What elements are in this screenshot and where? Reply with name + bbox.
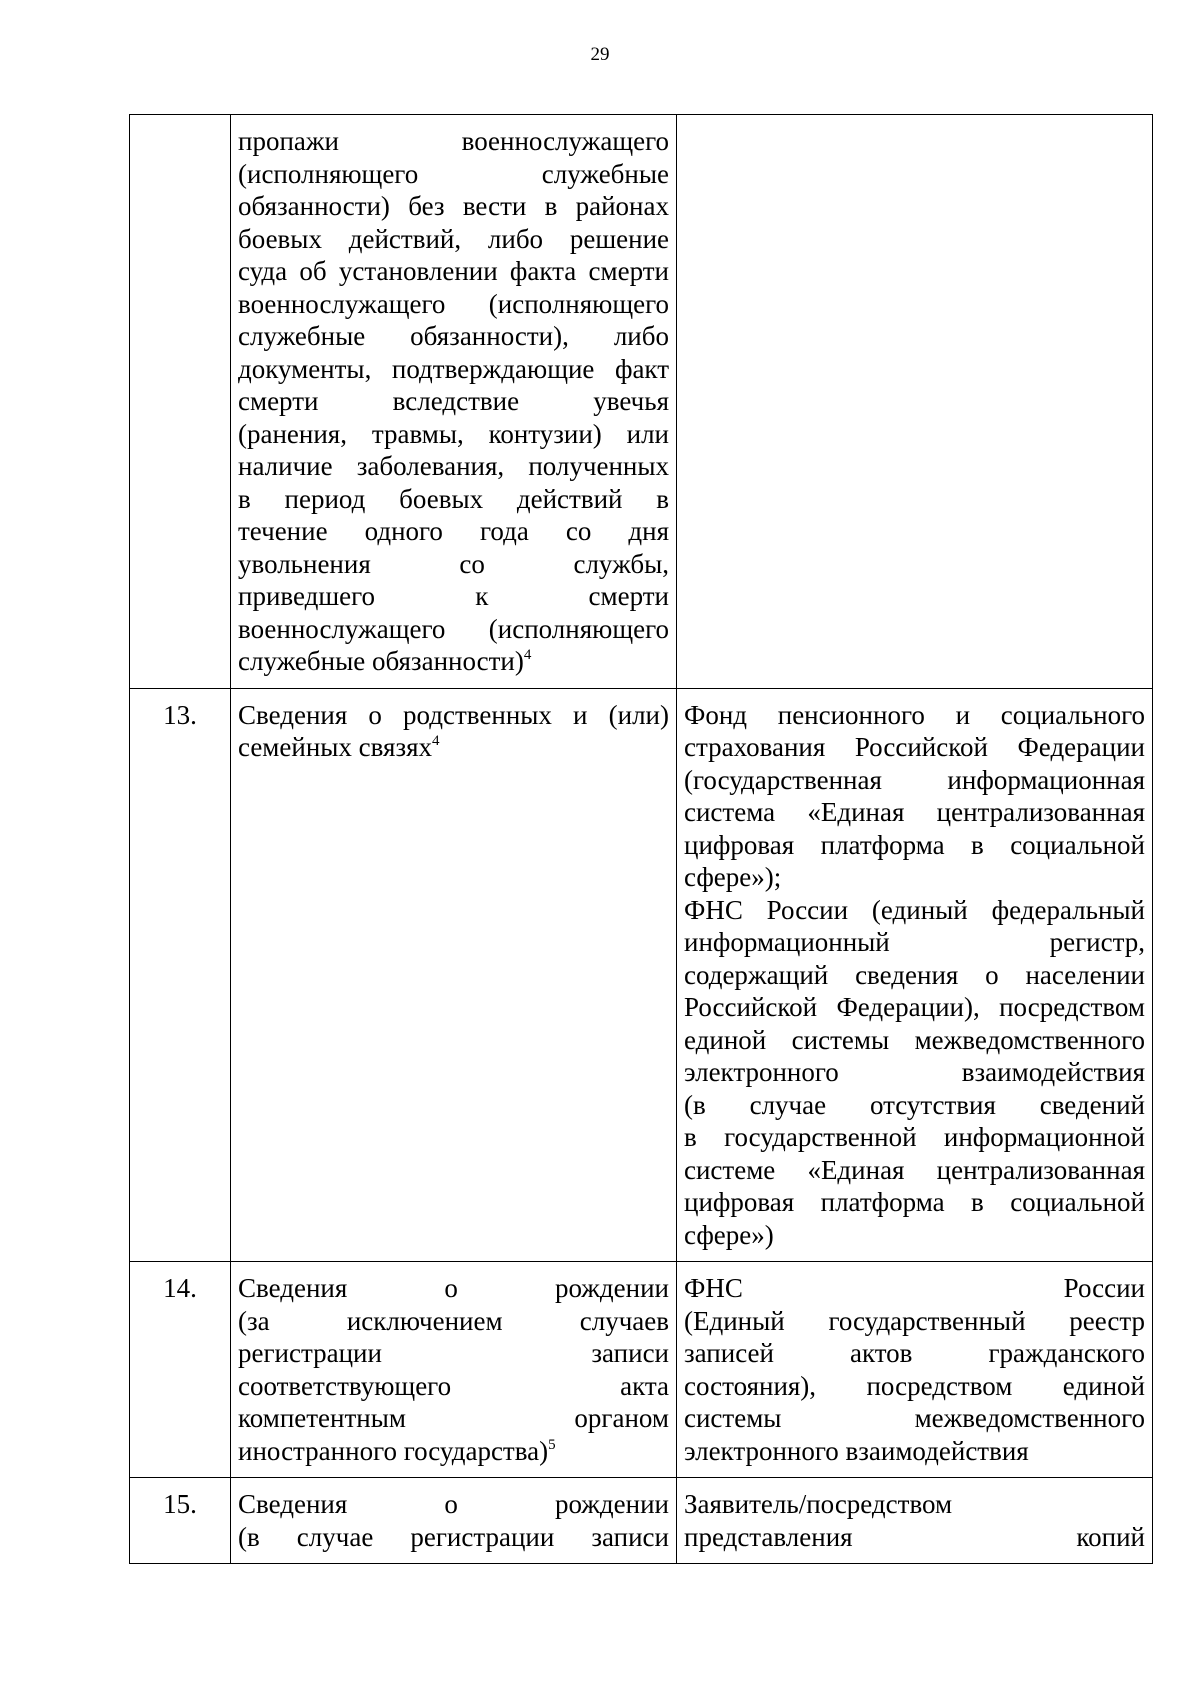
footnote-marker: 4	[523, 647, 532, 663]
information-line: в период боевых действий в	[238, 483, 669, 514]
source-line: электронного взаимодействия	[684, 1435, 1029, 1466]
table-row	[130, 1262, 1153, 1478]
footnote-marker: 5	[548, 1436, 556, 1453]
table-row	[130, 688, 1153, 1262]
source-line: системе «Единая централизованная	[684, 1154, 1145, 1185]
source-line: (государственная информационная	[684, 764, 1145, 795]
source-line: содержащий сведения о населении	[684, 959, 1145, 990]
requirements-table	[129, 114, 1153, 1564]
source-line: Российской Федерации), посредством	[684, 992, 1145, 1022]
source-line: цифровая платформа в социальной	[684, 1187, 1145, 1217]
source-cell	[677, 115, 1153, 689]
source-line: Фонд пенсионного и социального	[684, 699, 1145, 730]
information-line: течение одного года со дня	[238, 516, 669, 546]
source-cell	[677, 1262, 1153, 1478]
footnote-marker: 4	[432, 733, 440, 749]
information-line: военнослужащего (исполняющего	[238, 288, 669, 319]
information-line: служебные обязанности)$^4$	[238, 646, 532, 676]
source-line: сфере»)	[684, 1219, 774, 1250]
information-line: регистрации записи	[238, 1338, 669, 1368]
row-number: 14.	[130, 1262, 231, 1478]
information-line: Сведения о родственных и (или)	[238, 699, 669, 730]
information-cell	[231, 115, 677, 689]
information-line: семейных связях$^4$	[238, 732, 440, 762]
information-line: служебные обязанности), либо	[238, 321, 669, 351]
source-line: цифровая платформа в социальной	[684, 829, 1145, 860]
row-number: 15.	[130, 1478, 231, 1564]
source-line: ФНС России	[684, 1273, 1145, 1303]
information-cell	[231, 1262, 677, 1478]
information-line: приведшего к смерти	[238, 581, 669, 611]
information-line: пропажи военнослужащего	[238, 126, 669, 156]
information-line: смерти вследствие увечья	[238, 386, 669, 416]
row-number	[130, 115, 231, 689]
table-row	[130, 1478, 1153, 1564]
source-cell	[677, 1478, 1153, 1564]
source-line: записей актов гражданского	[684, 1338, 1145, 1368]
page-number: 29	[590, 44, 610, 65]
information-cell	[231, 688, 677, 1262]
information-cell	[231, 1478, 677, 1564]
source-line: единой системы межведомственного	[684, 1024, 1145, 1055]
information-line: (исполняющего служебные	[238, 158, 669, 189]
table-row	[130, 115, 1153, 689]
source-line: система «Единая централизованная	[684, 797, 1145, 827]
source-line: представления копий	[684, 1521, 1145, 1552]
source-line: электронного взаимодействия	[684, 1057, 1145, 1087]
information-line: (в случае регистрации записи	[238, 1521, 669, 1552]
source-line: ФНС России (единый федеральный	[684, 894, 1145, 925]
information-line: обязанности) без вести в районах	[238, 191, 669, 221]
source-line: (в случае отсутствия сведений	[684, 1089, 1145, 1120]
information-line: суда об установлении факта смерти	[238, 256, 669, 286]
information-line: компетентным органом	[238, 1403, 669, 1433]
information-line: военнослужащего (исполняющего	[238, 613, 669, 644]
source-line: информационный регистр,	[684, 927, 1145, 957]
source-line: Заявитель/посредством	[684, 1489, 953, 1519]
information-line: увольнения со службы,	[238, 548, 669, 579]
source-line: сфере»);	[684, 862, 782, 892]
information-line: Сведения о рождении	[238, 1273, 669, 1303]
information-line: документы, подтверждающие факт	[238, 353, 669, 384]
information-line: иностранного государства)$^5$	[238, 1435, 556, 1466]
information-line: Сведения о рождении	[238, 1489, 669, 1519]
source-line: страхования Российской Федерации	[684, 732, 1145, 762]
row-number: 13.	[130, 688, 231, 1262]
source-line: в государственной информационной	[684, 1122, 1145, 1152]
source-line: (Единый государственный реестр	[684, 1305, 1145, 1336]
information-line: (за исключением случаев	[238, 1305, 669, 1336]
information-line: боевых действий, либо решение	[238, 223, 669, 254]
source-line: состояния), посредством единой	[684, 1370, 1145, 1401]
information-line: наличие заболевания, полученных	[238, 451, 669, 481]
information-line: (ранения, травмы, контузии) или	[238, 418, 669, 449]
source-line: системы межведомственного	[684, 1403, 1145, 1433]
source-cell	[677, 688, 1153, 1262]
information-line: соответствующего акта	[238, 1370, 669, 1401]
